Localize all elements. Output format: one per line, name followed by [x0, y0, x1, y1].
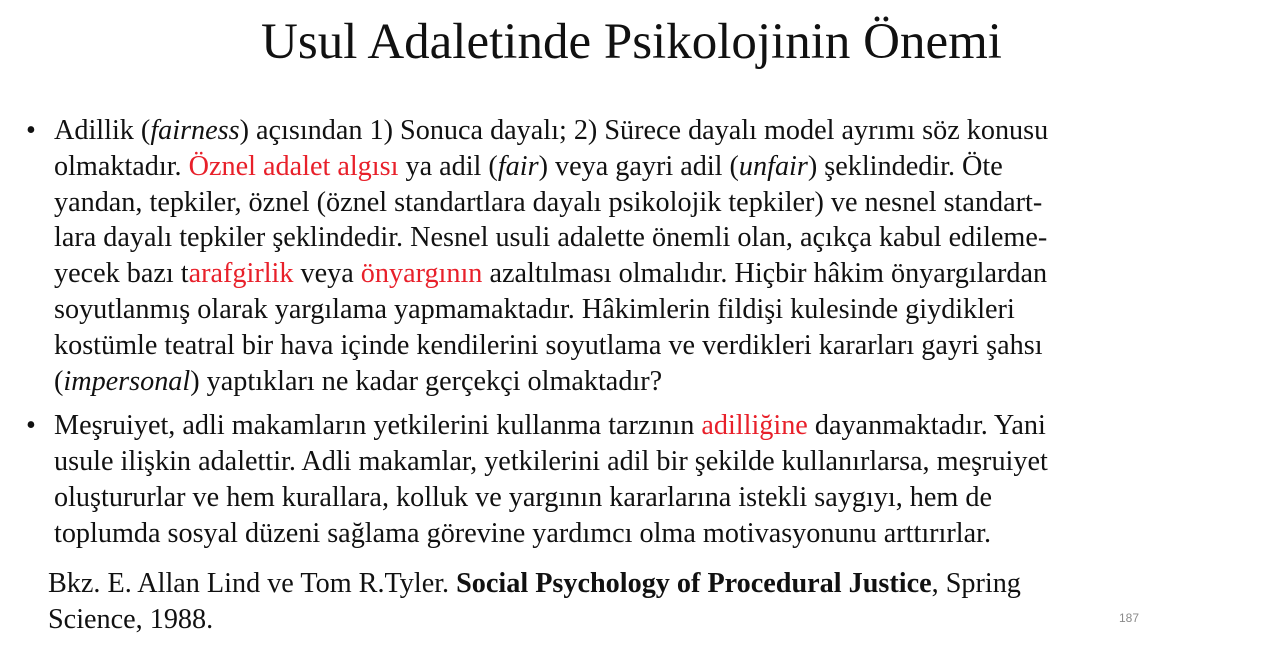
text-run: ya adil ( — [398, 150, 498, 182]
text-line: kostümle teatral bir hava içinde kendilerini soyutlama ve verdikleri kararları gayri şahsı — [54, 329, 1043, 361]
text-line — [54, 408, 1246, 444]
text-line — [54, 113, 1246, 149]
highlighted-term: arafgirlik — [188, 258, 294, 290]
italic-term: fairness — [150, 115, 240, 146]
text-run: ( — [54, 365, 64, 397]
text-line: oluştururlar ve hem kurallara, kolluk ve yargının kararlarına istekli saygıyı, hem de — [54, 481, 992, 513]
text-run: yecek bazı t — [54, 258, 189, 290]
text-run: ) şeklindedir. Öte — [807, 150, 1003, 182]
citation-authors: Bkz. E. Allan Lind ve Tom R.Tyler. — [48, 568, 457, 599]
reference-citation — [48, 566, 1228, 638]
bullet-dot-icon: • — [26, 115, 36, 146]
text-line: toplumda sosyal düzeni sağlama görevine yardımcı olma motivasyonunu arttırırlar. — [54, 517, 991, 549]
bullet-item-legitimacy — [26, 408, 1246, 551]
text-line — [54, 364, 1246, 400]
text-line — [54, 149, 1246, 185]
slide-title: Usul Adaletinde Psikolojinin Önemi — [261, 14, 1002, 70]
text-run: azaltılması olmalıdır. Hiçbir hâkim önyargılardan — [482, 258, 1048, 290]
text-line: Science, 1988. — [48, 603, 214, 635]
text-run: dayanmaktadır. Yani — [807, 410, 1046, 442]
italic-term: unfair — [738, 150, 808, 182]
text-run: ) açısından 1) Sonuca dayalı; 2) Sürece dayalı model ayrımı söz konusu — [239, 115, 1049, 146]
text-line — [54, 256, 1246, 292]
page-number: 187 — [1119, 611, 1140, 625]
bullet-dot-icon: • — [26, 410, 36, 442]
text-line: soyutlanmış olarak yargılama yapmamaktadır. Hâkimlerin fildişi kulesinde giydikleri — [54, 293, 1015, 325]
bullet-item-fairness — [26, 113, 1246, 399]
highlighted-term: Öznel adalet algısı — [188, 150, 399, 182]
text-line: usule ilişkin adalettir. Adli makamlar, yetkilerini adil bir şekilde kullanırlarsa, meşruiyet — [54, 446, 1048, 478]
text-run: veya — [293, 258, 361, 290]
text-line: lara dayalı tepkiler şeklindedir. Nesnel usuli adalette önemli olan, açıkça kabul edileme- — [54, 222, 1048, 254]
text-run: ) veya gayri adil ( — [538, 150, 739, 182]
text-line: yandan, tepkiler, öznel (öznel standartlara dayalı psikolojik tepkiler) ve nesnel standart- — [54, 186, 1043, 218]
highlighted-term: önyargının — [360, 258, 483, 290]
italic-term: fair — [497, 150, 539, 182]
text-run: olmaktadır. — [54, 150, 189, 182]
text-line — [48, 566, 1228, 602]
bullet-list — [26, 113, 1246, 552]
text-run: , Spring — [931, 568, 1021, 599]
highlighted-term: adilliğine — [701, 410, 808, 442]
text-run: Meşruiyet, adli makamların yetkilerini kullanma tarzının — [54, 410, 702, 442]
italic-term: impersonal — [63, 365, 191, 397]
text-run: Adillik ( — [54, 115, 151, 146]
text-run: ) yaptıkları ne kadar gerçekçi olmaktadır? — [190, 365, 663, 397]
citation-book-title: Social Psychology of Procedural Justice — [456, 568, 932, 599]
